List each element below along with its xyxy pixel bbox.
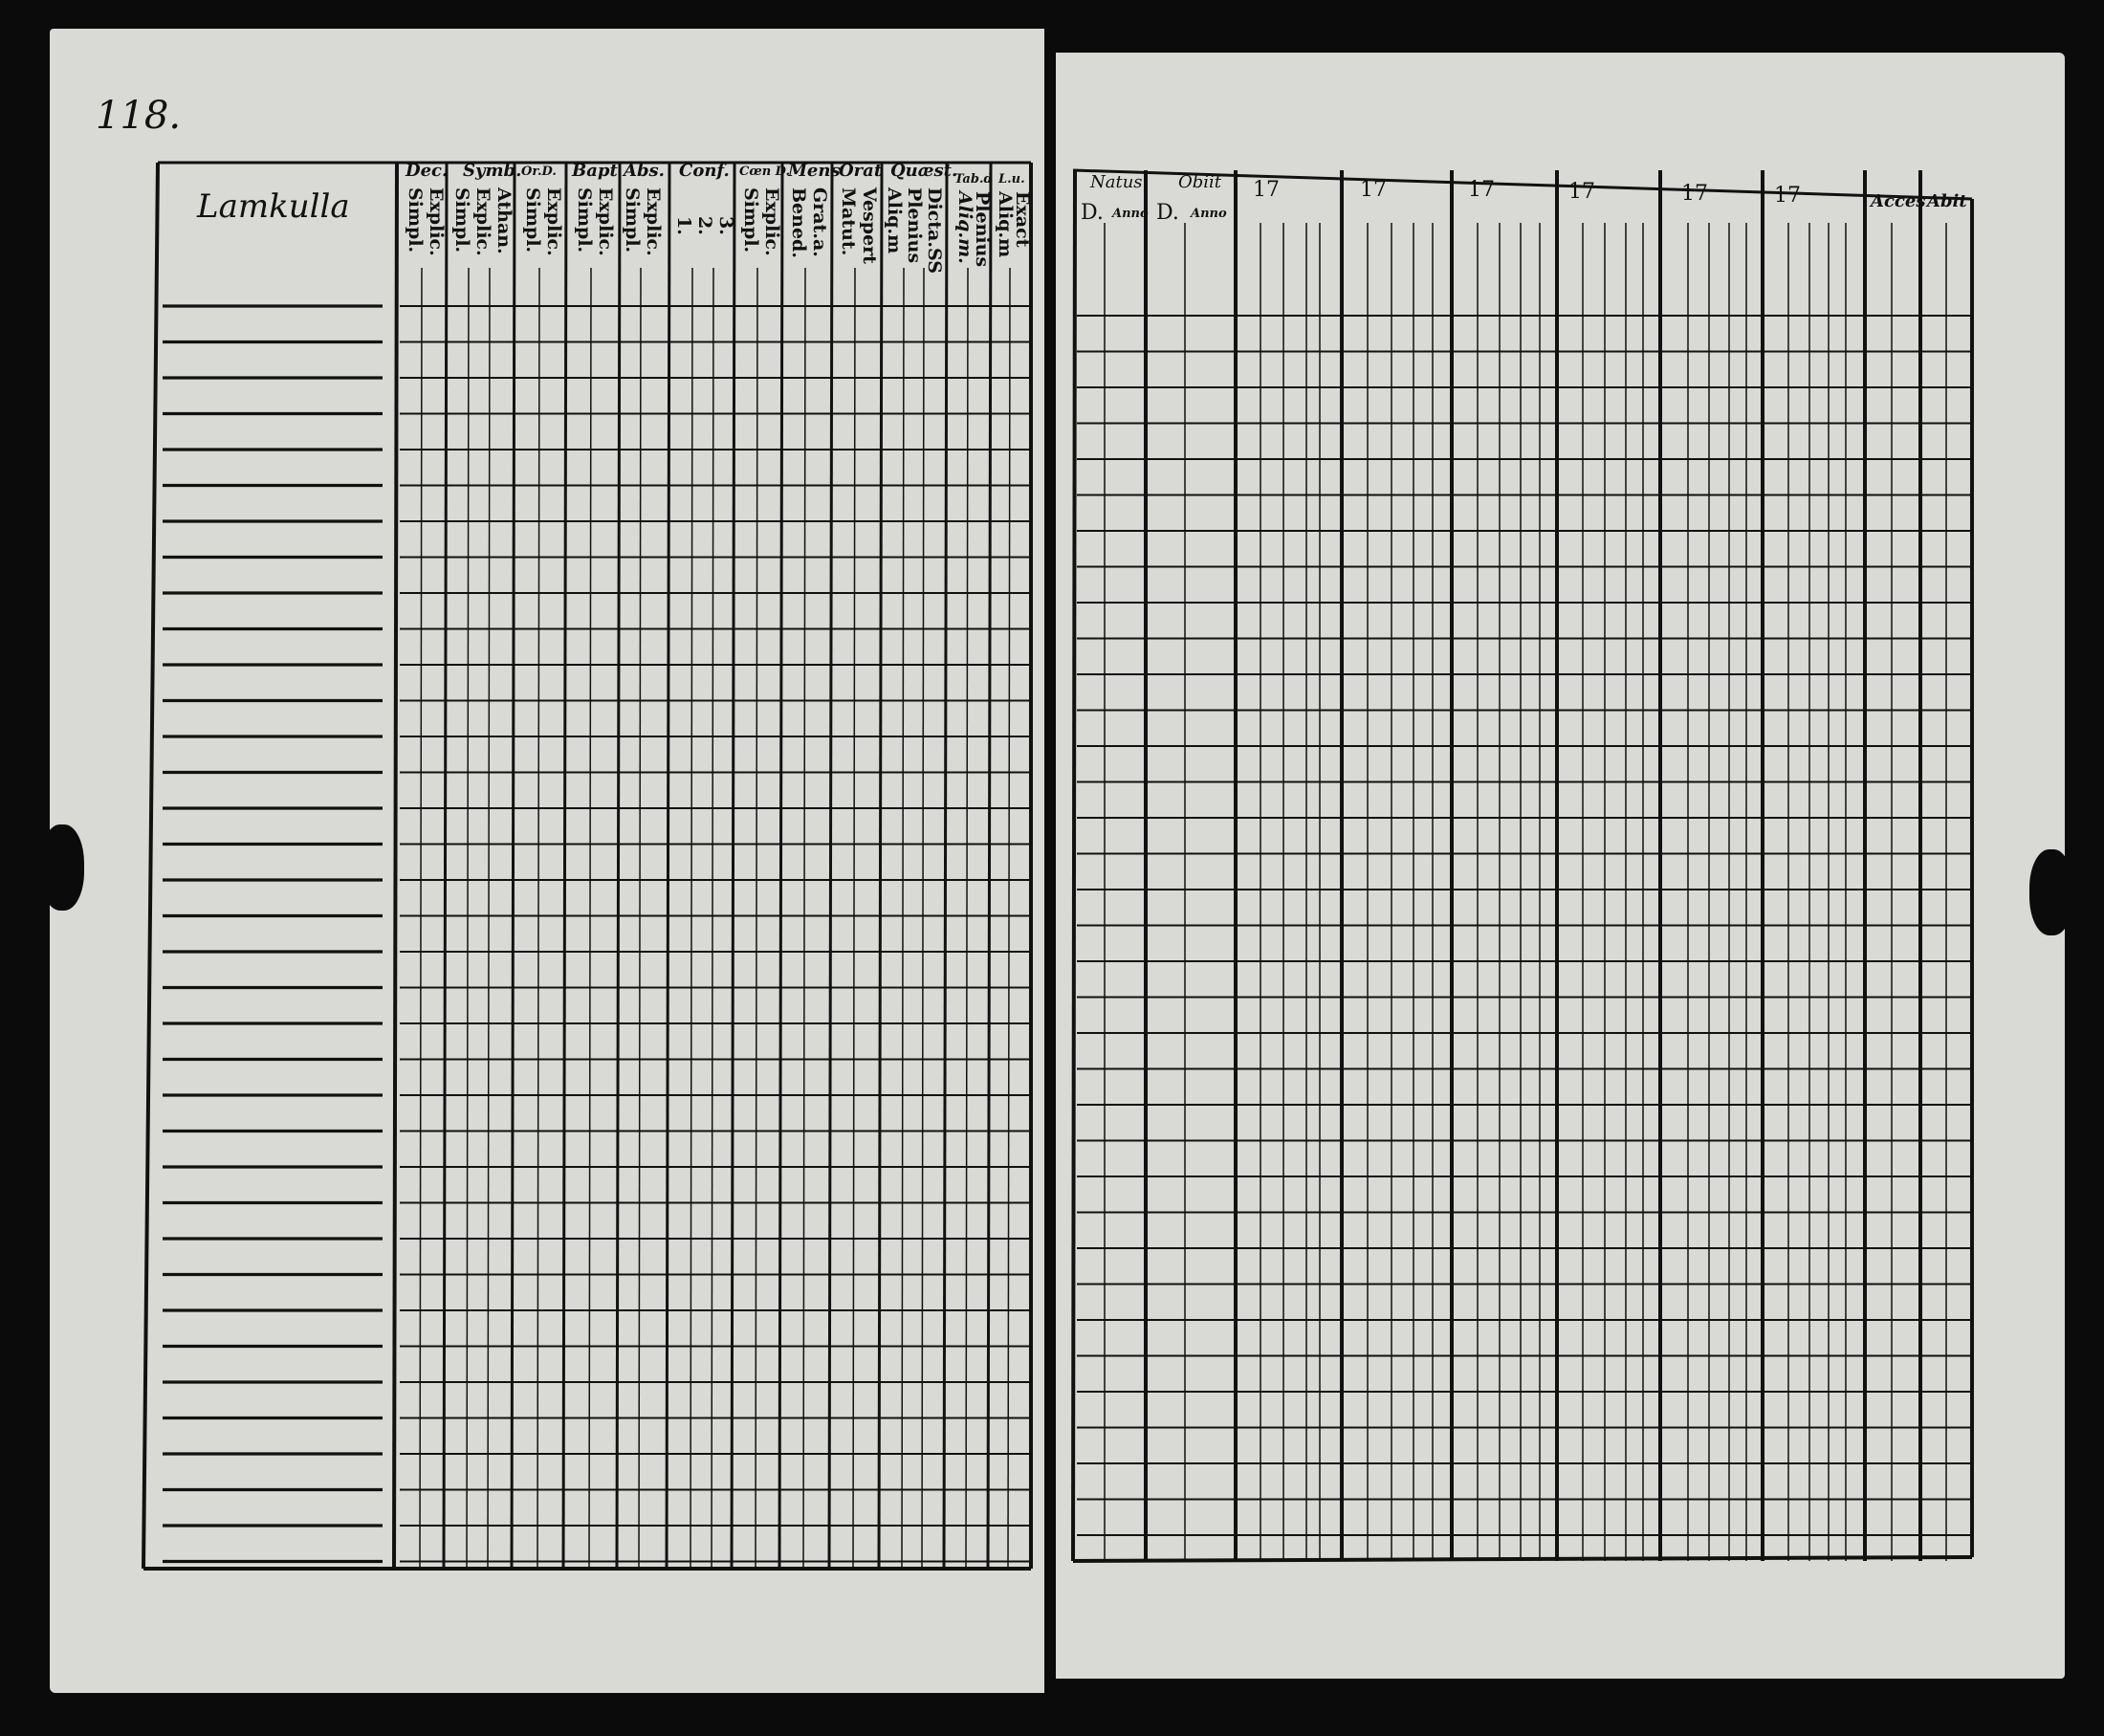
sub-mens-grata: Grat.a.: [809, 187, 830, 257]
sub-mens-bened: Bened.: [788, 187, 809, 258]
sub-lu-exact: Exact: [1012, 191, 1033, 248]
sub-ord-explic: Explic.: [543, 187, 564, 256]
sub-symb-simpl: Simpl.: [451, 187, 472, 253]
header-coen: Cœn D.: [739, 165, 791, 179]
left-subcolumn-divider: [420, 268, 422, 1569]
obiit-anno-label: Anno: [1191, 207, 1227, 221]
sub-quaest-dicta: Dicta.SS: [924, 187, 945, 274]
sub-bapt-explic: Explic.: [595, 187, 616, 256]
sub-coen-explic: Explic.: [761, 187, 782, 256]
year-header-5: 17: [1681, 182, 1708, 206]
header-orat: Orat: [839, 161, 883, 181]
left-column-divider: [512, 163, 515, 1569]
header-bapt: Bapt: [572, 161, 618, 181]
left-column-divider: [444, 163, 447, 1569]
sub-conf-3: 3.: [715, 216, 736, 235]
year-header-1: 17: [1253, 178, 1280, 202]
left-subcolumn-divider: [1008, 268, 1010, 1569]
left-column-divider: [394, 163, 397, 1569]
header-natus: Natus: [1090, 172, 1143, 192]
page-number: 118.: [96, 94, 182, 138]
left-column-divider: [944, 163, 947, 1569]
sub-symb-explic: Explic.: [472, 187, 493, 256]
year-header-4: 17: [1568, 180, 1595, 204]
right-bottom-rule: [1073, 1557, 1972, 1561]
sub-dec-explic: Explic.: [426, 187, 447, 256]
left-subcolumn-divider: [803, 268, 805, 1569]
sub-dec-simpl: Simpl.: [405, 187, 426, 253]
header-ord: Or.D.: [521, 165, 557, 179]
sub-abs-simpl: Simpl.: [622, 187, 643, 253]
left-subcolumn-divider: [922, 268, 924, 1569]
header-accessit: Acces: [1871, 191, 1926, 211]
header-obiit: Obiit: [1178, 172, 1222, 192]
sub-conf-1: 1.: [673, 216, 694, 235]
left-subcolumn-divider: [639, 268, 641, 1569]
left-subcolumn-divider: [712, 268, 713, 1569]
header-dec: Dec.: [405, 161, 449, 181]
left-outer-rule: [143, 163, 158, 1569]
left-column-divider: [667, 163, 669, 1569]
sub-bapt-simpl: Simpl.: [574, 187, 595, 253]
sub-conf-2: 2.: [694, 216, 715, 235]
sub-lu-aliqm: Aliq.m: [995, 191, 1016, 258]
sub-ord-simpl: Simpl.: [522, 187, 543, 253]
year-header-3: 17: [1468, 178, 1495, 202]
header-symb: Symb.: [463, 161, 522, 181]
sub-tabd-aliqm: Aliq.m.: [954, 191, 975, 264]
natus-anno-label: Anno: [1112, 207, 1149, 221]
left-subcolumn-divider: [966, 268, 968, 1569]
sub-quaest-aliqm: Aliq.m: [884, 187, 905, 254]
left-column-divider: [829, 163, 832, 1569]
left-subcolumn-divider: [589, 268, 591, 1569]
header-abs: Abs.: [624, 161, 665, 181]
sub-orat-matut: Matut.: [838, 187, 859, 256]
sub-quaest-plenius: Plenius: [904, 187, 925, 264]
left-subcolumn-divider: [537, 268, 539, 1569]
left-column-divider: [779, 163, 782, 1569]
left-column-divider: [879, 163, 882, 1569]
header-abit: Abit: [1927, 191, 1967, 211]
sub-coen-simpl: Simpl.: [740, 187, 761, 253]
left-column-divider: [988, 163, 991, 1569]
header-tabd: Tab.d: [954, 172, 993, 187]
header-conf: Conf.: [679, 161, 730, 181]
header-mens: Mens: [788, 161, 841, 181]
left-subcolumn-divider: [690, 268, 692, 1569]
left-subcolumn-divider: [488, 268, 490, 1569]
sub-symb-athan: Athan.: [493, 187, 515, 254]
left-column-divider: [732, 163, 734, 1569]
left-subcolumn-divider: [853, 268, 855, 1569]
header-lu: L.u.: [998, 172, 1025, 187]
left-subcolumn-divider: [756, 268, 757, 1569]
year-header-6: 17: [1774, 184, 1801, 208]
sub-abs-explic: Explic.: [643, 187, 664, 256]
year-header-2: 17: [1360, 178, 1387, 202]
natus-d-label: D.: [1081, 201, 1104, 225]
left-column-divider: [617, 163, 620, 1569]
parish-name: Lamkulla: [197, 187, 350, 226]
left-subcolumn-divider: [902, 268, 904, 1569]
header-quaest: Quæst.: [890, 161, 958, 181]
left-subcolumn-divider: [467, 268, 469, 1569]
left-column-divider: [563, 163, 566, 1569]
obiit-d-label: D.: [1156, 201, 1179, 225]
sub-orat-vespert: Vespert: [859, 187, 880, 264]
right-outer-left-rule: [1073, 170, 1075, 1561]
sub-tabd-plenius: Plenius: [972, 191, 993, 268]
